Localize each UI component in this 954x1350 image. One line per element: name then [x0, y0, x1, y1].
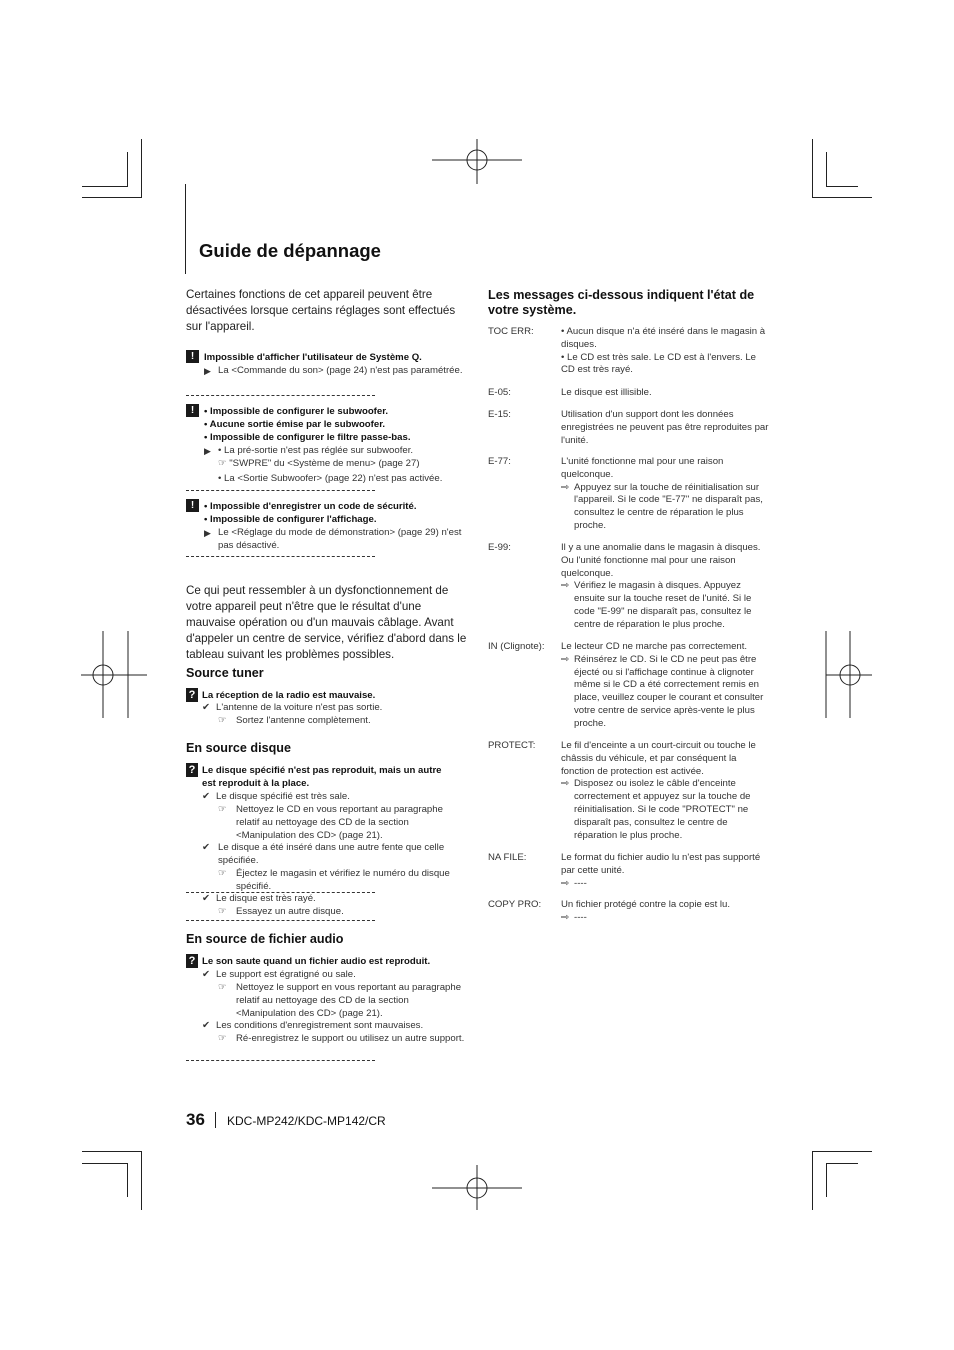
- arrow-right-icon: ⇨: [561, 877, 570, 889]
- problem: Le son saute quand un fichier audio est reproduit.: [202, 956, 431, 967]
- message-remedy-text: Appuyez sur la touche de réinitialisation sur l'appareil. Si le code "E-77" ne disparaît pas, consultez le centre de réparation le plus proche.: [574, 481, 763, 531]
- message-description: [561, 542, 769, 632]
- check-icon: ✔: [202, 893, 211, 904]
- check-icon: ✔: [202, 702, 211, 713]
- message-code: E-77:: [488, 456, 511, 467]
- message-description: [561, 852, 769, 890]
- message-code: E-05:: [488, 387, 511, 398]
- message-code: PROTECT:: [488, 740, 536, 751]
- message-description: [561, 740, 769, 842]
- note-heading: Impossible d'afficher l'utilisateur de Système Q.: [204, 352, 422, 363]
- question-icon: ?: [186, 763, 198, 777]
- message-text: Le lecteur CD ne marche pas correctement.: [561, 641, 748, 652]
- message-description: [561, 387, 769, 400]
- cause: ✔ L'antenne de la voiture n'est pas sortie.: [202, 702, 383, 713]
- note-heading: • Impossible de configurer le subwoofer. • Aucune sortie émise par le subwoofer. • Impossible de configurer le filtre passe-bas.: [204, 406, 411, 443]
- message-text: Le format du fichier audio lu n'est pas supporté par cette unité.: [561, 852, 761, 876]
- model-name: KDC-MP242/KDC-MP142/CR: [227, 1114, 386, 1128]
- divider: [186, 920, 375, 921]
- divider: [186, 395, 375, 396]
- message-text: L'unité fonctionne mal pour une raison quelconque.: [561, 456, 724, 480]
- message-text: Le disque est illisible.: [561, 387, 652, 398]
- arrow-right-icon: ⇨: [561, 778, 570, 790]
- message-code: E-15:: [488, 409, 511, 420]
- triangle-icon: ▶: [204, 528, 211, 538]
- cause: ✔ Le disque spécifié est très sale.: [202, 791, 350, 802]
- message-code: TOC ERR:: [488, 326, 534, 337]
- message-description: [561, 409, 769, 447]
- arrow-right-icon: ⇨: [561, 580, 570, 592]
- message-description: [561, 899, 769, 925]
- message-remedy-text: ----: [574, 911, 587, 923]
- remedy: ☞ Ré-enregistrez le support ou utilisez un autre support.: [218, 1033, 465, 1044]
- message-remedy: [561, 580, 769, 631]
- arrow-right-icon: ⇨: [561, 911, 570, 923]
- divider: [186, 556, 375, 557]
- remedy: ☞ Essayez un autre disque.: [218, 906, 344, 917]
- problem: Le disque spécifié n'est pas reproduit, mais un autre est reproduit à la place.: [202, 765, 442, 789]
- page-title: Guide de dépannage: [199, 240, 381, 261]
- note-cause: ▶ Le <Réglage du mode de démonstration> (page 29) n'est pas désactivé.: [204, 527, 462, 551]
- arrow-right-icon: ⇨: [561, 481, 570, 493]
- remedy: ☞ Éjectez le magasin et vérifiez le numéro du disque spécifié.: [218, 868, 450, 892]
- target-right: [826, 631, 872, 718]
- message-text: Utilisation d'un support dont les données enregistrées ne peuvent pas être reproduites par l'unité.: [561, 409, 769, 446]
- divider: [186, 490, 375, 491]
- message-text: • Aucun disque n'a été inséré dans le magasin à disques. • Le CD est très sale. Le CD est à l'envers. Le CD est très rayé.: [561, 326, 766, 376]
- check-icon: ✔: [202, 791, 211, 802]
- warning-icon: !: [186, 499, 199, 512]
- question-icon: ?: [186, 688, 198, 702]
- note-heading: • Impossible d'enregistrer un code de sécurité. • Impossible de configurer l'affichage.: [204, 501, 417, 525]
- message-remedy: [561, 482, 769, 533]
- warning-icon: !: [186, 404, 199, 417]
- problem: La réception de la radio est mauvaise.: [202, 690, 376, 701]
- message-code: COPY PRO:: [488, 899, 542, 910]
- arrow-right-icon: ⇨: [561, 653, 570, 665]
- check-icon: ✔: [202, 1020, 211, 1031]
- message-remedy-text: Vérifiez le magasin à disques. Appuyez ensuite sur la touche reset de l'unité. Si le code "E-99" ne disparaît pas, consultez le centre de réparation le plus proche.: [574, 580, 752, 630]
- remedy: ☞ Nettoyez le support en vous reportant au paragraphe relatif au nettoyage des CD de la section <Manipulation des CD> (page 21).: [218, 982, 462, 1019]
- remedy: ☞ Sortez l'antenne complètement.: [218, 715, 371, 726]
- divider: [186, 1060, 375, 1061]
- message-remedy-text: Disposez ou isolez le câble d'enceinte correctement et appuyez sur la touche de réinitialisation. Si le code "PROTECT" ne disparaît pas, consultez le centre de réparation le plus proche.: [574, 778, 751, 841]
- message-description: [561, 456, 769, 533]
- triangle-icon: ▶: [204, 446, 211, 456]
- target-top: [432, 139, 522, 184]
- pointing-hand-icon: ☞: [218, 982, 227, 993]
- cause: ✔ Les conditions d'enregistrement sont mauvaises.: [202, 1020, 424, 1031]
- section-heading-audio: En source de fichier audio: [186, 932, 344, 946]
- message-description: [561, 326, 769, 377]
- messages-heading: Les messages ci-dessous indiquent l'état de votre système.: [488, 288, 755, 317]
- target-bottom: [432, 1165, 522, 1210]
- page-number: 36: [186, 1110, 205, 1129]
- section-heading-disc: En source disque: [186, 741, 291, 755]
- triangle-icon: ▶: [204, 366, 211, 376]
- message-remedy: [561, 778, 769, 842]
- message-remedy-text: Réinsérez le CD. Si le CD ne peut pas être éjecté ou si l'affichage continue à clignoter même si le CD a été correctement remis en place, veuillez couper le courant et consulter votre centre de service après-vente le plus proche.: [574, 653, 764, 729]
- pointing-hand-icon: ☞: [218, 1033, 227, 1044]
- section-heading-tuner: Source tuner: [186, 666, 264, 680]
- message-remedy: [561, 912, 769, 925]
- message-text: Un fichier protégé contre la copie est lu.: [561, 899, 731, 910]
- intro-paragraph: Certaines fonctions de cet appareil peuvent être désactivées lorsque certains réglages sont effectués sur l'appareil.: [186, 288, 456, 333]
- warning-icon: !: [186, 350, 199, 363]
- check-icon: ✔: [202, 842, 211, 853]
- message-description: [561, 641, 769, 731]
- pointing-hand-icon: ☞: [218, 804, 227, 815]
- message-text: Il y a une anomalie dans le magasin à disques. Ou l'unité fonctionne mal pour une raison quelconque.: [561, 542, 761, 579]
- cause: ✔ Le support est égratigné ou sale.: [202, 969, 356, 980]
- cause: ✔ Le disque a été inséré dans une autre fente que celle spécifiée.: [202, 842, 445, 866]
- message-code: IN (Clignote):: [488, 641, 545, 652]
- note-cause: ▶ • La pré-sortie n'est pas réglée sur subwoofer. ☞ "SWPRE" du <Système de menu> (page 27) • La <Sortie Subwoofer> (page 22) n'est pas activée.: [204, 445, 443, 484]
- message-remedy: [561, 654, 769, 731]
- footer-separator: [215, 1112, 216, 1128]
- pointing-hand-icon: ☞: [218, 715, 227, 726]
- message-text: Le fil d'enceinte a un court-circuit ou touche le châssis du véhicule, et par conséquent la fonction de protection est activée.: [561, 740, 756, 777]
- message-remedy: [561, 878, 769, 891]
- note-cause: ▶ La <Commande du son> (page 24) n'est pas paramétrée.: [204, 365, 463, 376]
- message-code: E-99:: [488, 542, 511, 553]
- message-remedy-text: ----: [574, 877, 587, 889]
- check-icon: ✔: [202, 969, 211, 980]
- malfunction-intro: Ce qui peut ressembler à un dysfonctionnement de votre appareil peut n'être que le résultat d'une mauvaise opération ou d'un mauvais câblage. Avant d'appeler un centre de service, vérifiez d'abord dans le tableau suivant les problèmes possibles.: [186, 584, 467, 661]
- question-icon: ?: [186, 954, 198, 968]
- remedy: ☞ Nettoyez le CD en vous reportant au paragraphe relatif au nettoyage des CD de la section <Manipulation des CD> (page 21).: [218, 804, 443, 841]
- target-left: [81, 631, 147, 718]
- message-code: NA FILE:: [488, 852, 527, 863]
- cause: ✔ Le disque est très rayé.: [202, 893, 316, 904]
- pointing-hand-icon: ☞: [218, 906, 227, 917]
- pointing-hand-icon: ☞: [218, 868, 227, 879]
